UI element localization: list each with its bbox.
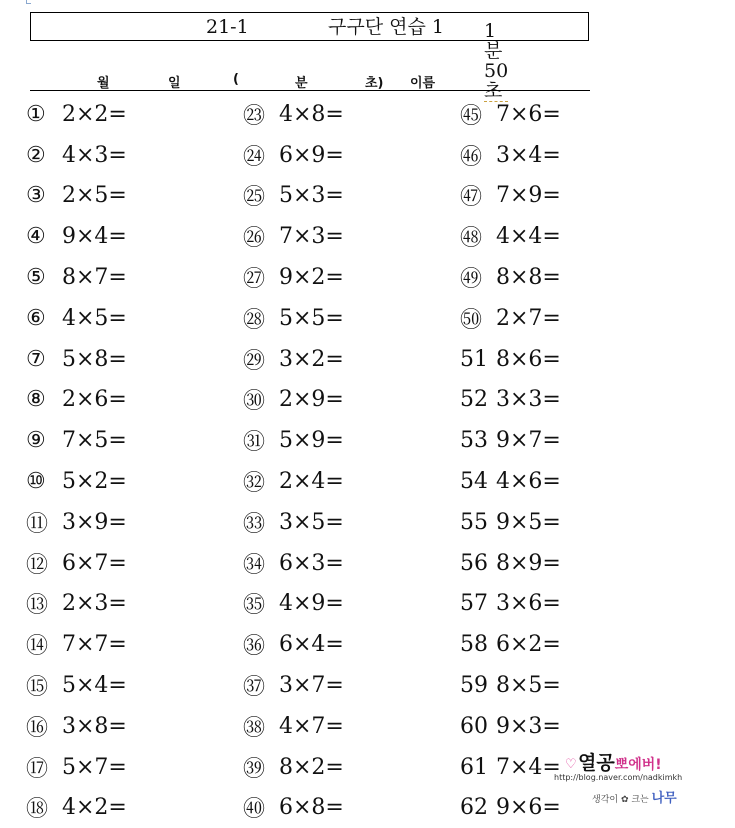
problem-expression: 6×4= bbox=[279, 632, 344, 658]
problem-expression: 4×9= bbox=[279, 591, 344, 617]
problem-expression: 9×6= bbox=[496, 795, 561, 821]
problem-number: 57 bbox=[460, 591, 488, 617]
problem-number: ㉝ bbox=[243, 511, 266, 537]
problem-item bbox=[460, 257, 660, 298]
problem-expression: 3×3= bbox=[496, 387, 561, 413]
problem-expression: 7×4= bbox=[496, 754, 561, 780]
problem-item bbox=[243, 461, 443, 502]
problem-item bbox=[26, 502, 226, 543]
problem-expression: 3×5= bbox=[279, 509, 344, 535]
problem-number: ㊱ bbox=[243, 634, 266, 660]
problem-number: ㉖ bbox=[243, 226, 266, 252]
problem-expression: 3×8= bbox=[62, 713, 127, 739]
problem-number: ㉔ bbox=[243, 144, 266, 170]
problem-expression: 9×3= bbox=[496, 713, 561, 739]
problem-item bbox=[460, 216, 660, 257]
problem-expression: 5×5= bbox=[279, 305, 344, 331]
problem-number: 58 bbox=[460, 632, 488, 658]
problem-expression: 8×8= bbox=[496, 265, 561, 291]
problem-item bbox=[26, 216, 226, 257]
brand-sub: 뽀에버! bbox=[614, 757, 662, 773]
problem-expression: 2×9= bbox=[279, 387, 344, 413]
problem-item bbox=[460, 543, 660, 584]
problem-item bbox=[26, 788, 226, 828]
problem-number: ⑥ bbox=[26, 305, 46, 331]
problem-item bbox=[460, 624, 660, 665]
problem-item bbox=[243, 298, 443, 339]
problem-number: ⑪ bbox=[26, 511, 49, 537]
problem-number: 55 bbox=[460, 509, 488, 535]
problem-expression: 5×8= bbox=[62, 346, 127, 372]
problem-number: ⑱ bbox=[26, 797, 49, 823]
problem-expression: 3×7= bbox=[279, 673, 344, 699]
problem-column-3 bbox=[460, 94, 660, 828]
problem-item bbox=[243, 747, 443, 788]
problem-item bbox=[243, 257, 443, 298]
problem-item bbox=[243, 706, 443, 747]
month-label: 월 bbox=[97, 76, 110, 91]
problem-number: ㉙ bbox=[243, 348, 266, 374]
day-label: 일 bbox=[168, 76, 181, 91]
problem-number: 54 bbox=[460, 469, 488, 495]
problem-expression: 8×2= bbox=[279, 754, 344, 780]
watermark-url: http://blog.naver.com/nadkimkh bbox=[554, 773, 683, 782]
problem-expression: 7×5= bbox=[62, 428, 127, 454]
problem-item bbox=[460, 339, 660, 380]
problem-number: ㉓ bbox=[243, 103, 266, 129]
problem-item bbox=[243, 502, 443, 543]
problem-number: ㊾ bbox=[460, 267, 483, 293]
problem-item bbox=[243, 176, 443, 217]
problem-expression: 6×3= bbox=[279, 550, 344, 576]
problem-item bbox=[26, 257, 226, 298]
problem-item bbox=[460, 502, 660, 543]
problem-expression: 6×7= bbox=[62, 550, 127, 576]
problem-number: ㉜ bbox=[243, 471, 266, 497]
worksheet-code: 21-1 bbox=[206, 16, 249, 38]
problem-number: ㊲ bbox=[243, 675, 266, 701]
slogan-pre: 생각이 bbox=[592, 795, 619, 805]
problem-expression: 9×4= bbox=[62, 224, 127, 250]
minute-label: 분 bbox=[295, 76, 308, 91]
problem-item bbox=[460, 135, 660, 176]
problem-expression: 7×9= bbox=[496, 183, 561, 209]
problem-number: ㊺ bbox=[460, 103, 483, 129]
problem-item bbox=[26, 176, 226, 217]
problem-expression: 5×3= bbox=[279, 183, 344, 209]
problem-item bbox=[26, 94, 226, 135]
problem-expression: 4×3= bbox=[62, 142, 127, 168]
problem-number: ㉛ bbox=[243, 430, 266, 456]
problem-item bbox=[26, 420, 226, 461]
brand-main: 열공 bbox=[578, 752, 615, 774]
problem-expression: 4×5= bbox=[62, 305, 127, 331]
problem-expression: 3×4= bbox=[496, 142, 561, 168]
problem-item bbox=[460, 420, 660, 461]
problem-number: 59 bbox=[460, 673, 488, 699]
problem-expression: 6×8= bbox=[279, 795, 344, 821]
problem-expression: 3×2= bbox=[279, 346, 344, 372]
problem-number: ㉞ bbox=[243, 552, 266, 578]
problem-number: ⑬ bbox=[26, 593, 49, 619]
problem-number: ⑤ bbox=[26, 265, 46, 291]
problem-number: ⑧ bbox=[26, 387, 46, 413]
problem-item bbox=[460, 380, 660, 421]
problem-item bbox=[243, 94, 443, 135]
problem-expression: 2×2= bbox=[62, 101, 127, 127]
problem-expression: 8×5= bbox=[496, 673, 561, 699]
problem-number: ㊻ bbox=[460, 144, 483, 170]
problem-number: 53 bbox=[460, 428, 488, 454]
problem-item bbox=[243, 665, 443, 706]
problem-expression: 2×6= bbox=[62, 387, 127, 413]
problem-item bbox=[26, 339, 226, 380]
problem-number: ⑨ bbox=[26, 428, 46, 454]
problem-expression: 9×2= bbox=[279, 265, 344, 291]
problem-expression: 2×5= bbox=[62, 183, 127, 209]
problem-number: ⑫ bbox=[26, 552, 49, 578]
problem-number: ㉕ bbox=[243, 185, 266, 211]
problem-expression: 8×9= bbox=[496, 550, 561, 576]
problem-item bbox=[26, 380, 226, 421]
problem-item bbox=[26, 665, 226, 706]
blog-watermark bbox=[548, 748, 735, 821]
problem-number: 60 bbox=[460, 713, 488, 739]
student-info-row bbox=[30, 70, 590, 91]
problem-expression: 5×2= bbox=[62, 469, 127, 495]
problem-expression: 5×4= bbox=[62, 673, 127, 699]
problem-expression: 4×8= bbox=[279, 101, 344, 127]
problem-number: ㊵ bbox=[243, 797, 266, 823]
problem-expression: 6×9= bbox=[279, 142, 344, 168]
problem-number: ⑩ bbox=[26, 469, 46, 495]
problem-number: ㊼ bbox=[460, 185, 483, 211]
problem-number: 52 bbox=[460, 387, 488, 413]
problem-expression: 8×7= bbox=[62, 265, 127, 291]
problem-number: ⑭ bbox=[26, 634, 49, 660]
time-limit-text: 1분50초 bbox=[484, 20, 509, 102]
problem-item bbox=[26, 298, 226, 339]
problem-expression: 5×7= bbox=[62, 754, 127, 780]
problem-number: 61 bbox=[460, 754, 488, 780]
slogan-mid: 크는 bbox=[631, 795, 649, 805]
problem-expression: 3×6= bbox=[496, 591, 561, 617]
problem-number: ⑰ bbox=[26, 756, 49, 782]
slogan-name: 나무 bbox=[651, 791, 677, 806]
open-paren: ( bbox=[233, 72, 239, 87]
problem-item bbox=[460, 584, 660, 625]
problem-number: ② bbox=[26, 142, 46, 168]
problem-item bbox=[460, 706, 660, 747]
problem-number: 51 bbox=[460, 346, 488, 372]
problem-expression: 8×6= bbox=[496, 346, 561, 372]
problem-number: 56 bbox=[460, 550, 488, 576]
problem-item bbox=[243, 543, 443, 584]
problem-expression: 9×5= bbox=[496, 509, 561, 535]
watermark-brand bbox=[578, 748, 662, 775]
problem-expression: 3×9= bbox=[62, 509, 127, 535]
problem-expression: 4×6= bbox=[496, 469, 561, 495]
problem-expression: 2×3= bbox=[62, 591, 127, 617]
heart-icon: ♡ bbox=[565, 757, 577, 772]
problem-expression: 6×2= bbox=[496, 632, 561, 658]
problem-column-1 bbox=[26, 94, 226, 828]
second-label: 초) bbox=[365, 76, 384, 91]
problem-number: ㉟ bbox=[243, 593, 266, 619]
problem-number: ㊿ bbox=[460, 307, 483, 333]
problem-item bbox=[460, 176, 660, 217]
problem-expression: 7×3= bbox=[279, 224, 344, 250]
problem-expression: 4×2= bbox=[62, 795, 127, 821]
problem-expression: 7×7= bbox=[62, 632, 127, 658]
problem-item bbox=[26, 135, 226, 176]
problem-number: ④ bbox=[26, 224, 46, 250]
problem-expression: 9×7= bbox=[496, 428, 561, 454]
problem-item bbox=[243, 584, 443, 625]
problem-expression: 4×4= bbox=[496, 224, 561, 250]
problem-number: 62 bbox=[460, 795, 488, 821]
problem-item bbox=[460, 461, 660, 502]
problem-item bbox=[460, 665, 660, 706]
problem-expression: 2×7= bbox=[496, 305, 561, 331]
problem-item bbox=[243, 624, 443, 665]
problem-item bbox=[243, 380, 443, 421]
problem-item bbox=[243, 135, 443, 176]
problem-number: ㉚ bbox=[243, 389, 266, 415]
problem-item bbox=[243, 216, 443, 257]
problem-number: ⑯ bbox=[26, 715, 49, 741]
problem-item bbox=[26, 624, 226, 665]
problem-number: ㉗ bbox=[243, 267, 266, 293]
problem-item bbox=[243, 420, 443, 461]
problem-number: ⑦ bbox=[26, 346, 46, 372]
watermark-slogan: 생각이 ✿ 크는 나무 bbox=[592, 791, 677, 806]
problem-number: ⑮ bbox=[26, 675, 49, 701]
page-corner-mark bbox=[26, 0, 31, 4]
problem-item bbox=[26, 543, 226, 584]
problem-number: ㊽ bbox=[460, 226, 483, 252]
problem-item bbox=[26, 584, 226, 625]
problem-number: ㊳ bbox=[243, 715, 266, 741]
problem-number: ③ bbox=[26, 183, 46, 209]
problem-expression: 2×4= bbox=[279, 469, 344, 495]
problem-item bbox=[243, 339, 443, 380]
problem-item bbox=[243, 788, 443, 828]
worksheet-title: 구구단 연습 1 bbox=[328, 16, 444, 38]
problem-item bbox=[26, 461, 226, 502]
problem-item bbox=[26, 706, 226, 747]
problem-expression: 5×9= bbox=[279, 428, 344, 454]
problem-number: ㊴ bbox=[243, 756, 266, 782]
problem-expression: 7×6= bbox=[496, 101, 561, 127]
problem-column-2 bbox=[243, 94, 443, 828]
problem-item bbox=[460, 298, 660, 339]
problem-item bbox=[26, 747, 226, 788]
problem-expression: 4×7= bbox=[279, 713, 344, 739]
problem-number: ① bbox=[26, 101, 46, 127]
problem-number: ㉘ bbox=[243, 307, 266, 333]
problem-item bbox=[460, 94, 660, 135]
name-label: 이름 bbox=[410, 76, 436, 91]
